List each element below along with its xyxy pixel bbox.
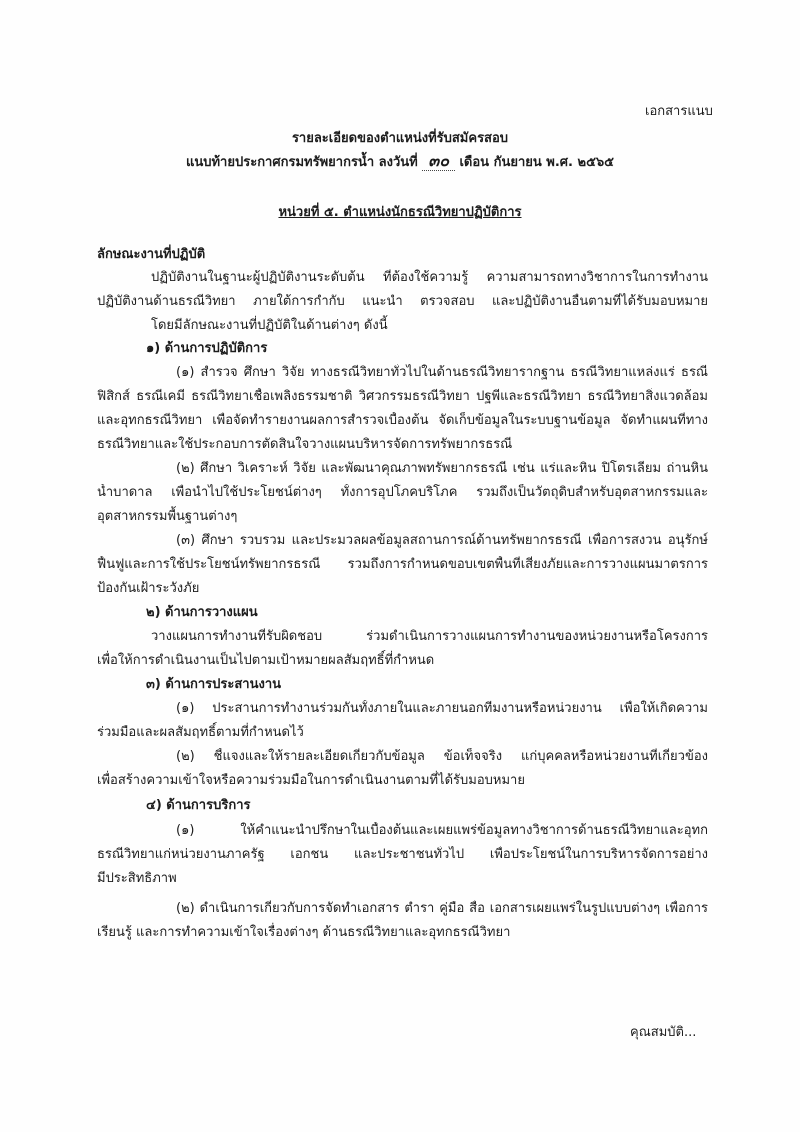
section1-item1-line2: ฟิสิกส์ ธรณีเคมี ธรณีวิทยาเชื้อเพลิงธรรมชาติ วิศวกรรมธรณีวิทยา ปฐพีและธรณีวิทยา ธรณีวิทยาสิ่งแวดล้อม [97, 389, 708, 404]
section2-heading: ๒) ด้านการวางแผน [146, 605, 258, 620]
document-subtitle [0, 152, 800, 172]
duties-intro-line2: ปฏิบัติงานด้านธรณีวิทยา ภายใต้การกำกับ แนะนำ ตรวจสอบ และปฏิบัติงานอื่นตามที่ได้รับมอบหมาย [97, 294, 708, 309]
duties-intro-line3: โดยมีลักษณะงานที่ปฏิบัติในด้านต่างๆ ดังนี้ [151, 318, 388, 333]
section1-item1-line1: (๑) สำรวจ ศึกษา วิจัย ทางธรณีวิทยาทั่วไปในด้านธรณีวิทยารากฐาน ธรณีวิทยาแหล่งแร่ ธรณี [176, 365, 708, 380]
section4-item1-line2: ธรณีวิทยาแก่หน่วยงานภาครัฐ เอกชน และประชาชนทั่วไป เพื่อประโยชน์ในการบริหารจัดการอย่าง [97, 847, 708, 862]
section4-item1-line3: มีประสิทธิภาพ [97, 871, 177, 886]
section1-item2-line1: (๒) ศึกษา วิเคราะห์ วิจัย และพัฒนาคุณภาพทรัพยากรธรณี เช่น แร่และหิน ปิโตรเลียม ถ่านหิน [176, 461, 708, 476]
section3-item2-line1: (๒) ชี้แจงและให้รายละเอียดเกี่ยวกับข้อมูล ข้อเท็จจริง แก่บุคคลหรือหน่วยงานที่เกี่ยวข้อง [176, 749, 708, 764]
section4-heading: ๔) ด้านการบริการ [146, 798, 251, 813]
document-title: รายละเอียดของตำแหน่งที่รับสมัครสอบ [291, 131, 509, 146]
duties-heading: ลักษณะงานที่ปฏิบัติ [97, 247, 206, 262]
section1-item2-line3: อุตสาหกรรมพื้นฐานต่างๆ [97, 509, 238, 524]
section1-item2-line2: น้ำบาดาล เพื่อนำไปใช้ประโยชน์ต่างๆ ทั้งการอุปโภคบริโภค รวมถึงเป็นวัตถุดิบสำหรับอุตสาหกรรมและ [97, 485, 708, 500]
unit-title: หน่วยที่ ๕. ตำแหน่งนักธรณีวิทยาปฏิบัติการ [278, 205, 522, 220]
section1-item3-line2: ฟื้นฟูและการใช้ประโยชน์ทรัพยากรธรณี รวมถึงการกำหนดขอบเขตพื้นที่เสี่ยงภัยและการวางแผนมาตรการ [97, 557, 708, 572]
section3-item1-line2: ร่วมมือและผลสัมฤทธิ์ตามที่กำหนดไว้ [97, 725, 304, 740]
continued-label: คุณสมบัติ... [630, 1025, 697, 1040]
section1-item3-line1: (๓) ศึกษา รวบรวม และประมวลผลข้อมูลสถานการณ์ด้านทรัพยากรธรณี เพื่อการสงวน อนุรักษ์ [176, 533, 708, 548]
section3-item2-line2: เพื่อสร้างความเข้าใจหรือความร่วมมือในการดำเนินงานตามที่ได้รับมอบหมาย [97, 773, 525, 788]
section4-item1-line1: (๑) ให้คำแนะนำปรึกษาในเบื้องต้นและเผยแพร่ข้อมูลทางวิชาการด้านธรณีวิทยาและอุทก [176, 823, 708, 838]
duties-intro-line1: ปฏิบัติงานในฐานะผู้ปฏิบัติงานระดับต้น ที่ต้องใช้ความรู้ ความสามารถทางวิชาการในการทำงาน [151, 270, 708, 285]
section1-item3-line3: ป้องกันเฝ้าระวังภัย [97, 581, 200, 596]
handwritten-day: ๓๐ [422, 152, 455, 171]
section2-line1: วางแผนการทำงานที่รับผิดชอบ ร่วมดำเนินการวางแผนการทำงานของหน่วยงานหรือโครงการ [151, 629, 708, 644]
section4-item2-line2: เรียนรู้ และการทำความเข้าใจเรื่องต่างๆ ด้านธรณีวิทยาและอุทกธรณีวิทยา [97, 925, 511, 940]
section3-heading: ๓) ด้านการประสานงาน [146, 677, 282, 692]
subtitle-suffix: เดือน กันยายน พ.ศ. ๒๕๖๕ [459, 155, 615, 170]
section2-line2: เพื่อให้การดำเนินงานเป็นไปตามเป้าหมายผลสัมฤทธิ์ที่กำหนด [97, 653, 435, 668]
section4-item2-line1: (๒) ดำเนินการเกี่ยวกับการจัดทำเอกสาร ตำรา คู่มือ สื่อ เอกสารเผยแพร่ในรูปแบบต่างๆ เพื่อการ [176, 901, 708, 916]
section1-heading: ๑) ด้านการปฏิบัติการ [146, 341, 268, 356]
section1-item1-line4: ธรณีวิทยาและใช้ประกอบการตัดสินใจวางแผนบริหารจัดการทรัพยากรธรณี [97, 437, 513, 452]
subtitle-prefix: แนบท้ายประกาศกรมทรัพยากรน้ำ ลงวันที่ [185, 155, 418, 170]
section1-item1-line3: และอุทกธรณีวิทยา เพื่อจัดทำรายงานผลการสำรวจเบื้องต้น จัดเก็บข้อมูลในระบบฐานข้อมูล จัดทำแผนที่ทาง [97, 413, 708, 428]
attachment-label: เอกสารแนบ [645, 104, 713, 119]
section3-item1-line1: (๑) ประสานการทำงานร่วมกันทั้งภายในและภายนอกทีมงานหรือหน่วยงาน เพื่อให้เกิดความ [176, 701, 708, 716]
